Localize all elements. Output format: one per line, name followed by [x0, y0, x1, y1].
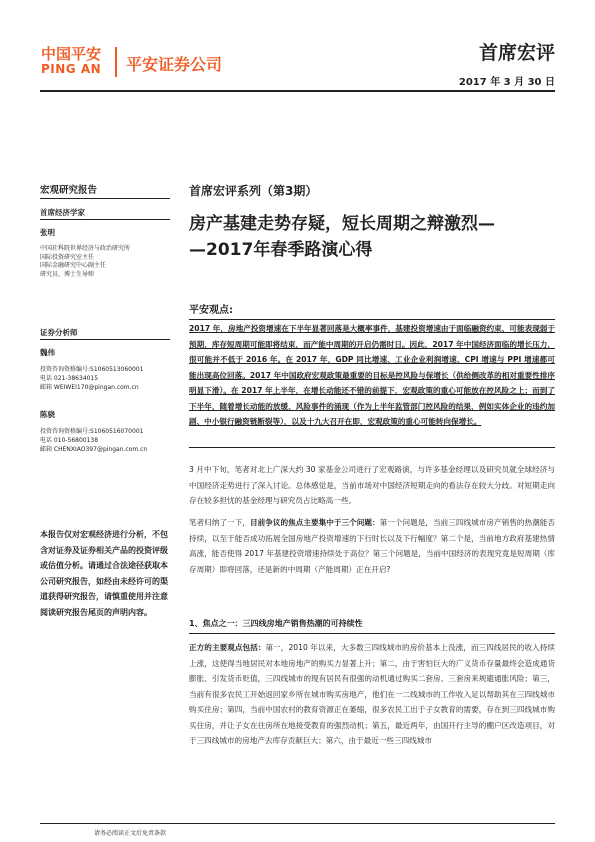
analyst-license: 投资咨询资格编号:S1060513060001	[40, 366, 144, 373]
footer-rule	[40, 823, 555, 824]
summary-sentence: 在 2017 年上半年，在增长动能还不错的前提下，宏观政策的重心可能放在控风险之上；而到了下半年，随着增长动能的放缓、风险事件的涌现（作为上半年监管部门控风险的结果，例如实体企业的违约加剧、中小银行融资链断裂等），以及十九大召开在即，宏观政策的重心可能转向保增长。	[189, 386, 555, 426]
report-type: 首席宏评	[478, 42, 555, 64]
summary-rule	[189, 447, 555, 448]
logo-chinese: 中国平安	[41, 45, 102, 63]
chief-title: 国际投资研究室主任	[40, 253, 95, 261]
analyst-email[interactable]: 邮箱 WEIWEI170@pingan.com.cn	[40, 384, 139, 391]
company-name: 平安证券公司	[126, 55, 223, 74]
chief-title: 研究员、博士生导师	[40, 270, 95, 278]
section-text: 第一，2010 年以来，大多数三四线城市的房价基本上没涨，而三四线居民的收入持续上涨，这使得当地居民对本地房地产的购买力显著上升；第二，由于害怕巨大的广义货币存量最终会造成通货膨胀、引发货币贬值，三四线城市的现有居民有很强的动机通过购买二套房、三套房来规避通胀风险；第三，当前有很多农民工开始返回家乡所在城市购买房地产，他们在一二线城市的工作收入足以帮助其在三四线城市购买住房；第四，当前中国农村的教育资源正在萎缩，很多农民工出于子女教育的需要，存在到三四线城市购买住房，并让子女在住房所在地接受教育的强烈动机；第五，最近两年，由国开行主导的棚户区改造项目，对于三四线城市的房地产去库存贡献巨大；第六，由于最近一些三四线城市	[189, 643, 555, 745]
logo-divider	[115, 47, 117, 77]
chief-name: 张明	[40, 228, 55, 237]
body-paragraph	[189, 640, 555, 749]
report-date: 2017 年 3 月 30 日	[458, 77, 555, 88]
report-title	[189, 211, 495, 263]
focus-intro: 笔者归纳了一下，	[189, 518, 251, 527]
analysts-heading: 证券分析师	[40, 328, 78, 337]
summary-sentence: 2017 年，房地产投资增速在下半年显著回落是大概率事件，基建投资增速由于面临融资约束、可能表现弱于预期，库存短周期可能即将结束，而产能中周期的开启仍需时日。因此，2017 年中国经济面临的增长压力，很可能并不低于 2016 年。	[189, 324, 555, 364]
series-label: 首席宏评系列（第3期）	[189, 184, 318, 198]
title-line: 房产基建走势存疑，短长周期之辩激烈—	[189, 214, 495, 234]
focus-rest: 第一个问题是，当前三四线城市房产销售的热潮能否持续，以至于能否成功拓展全国房地产投资增速的下行时长以及下行幅度？第二个是，当前地方政府基建热情高涨，能否使得 2017 年基建投资增速持续处于高位？第三个问题是，当前中国经济的表现究竟是短周期（库存周期）即将回落，还是新的中周期（产能周期）正在开启?	[189, 518, 556, 574]
body-paragraph: 3 月中下旬，笔者对北上广深大约 30 家基金公司进行了宏观路演，与许多基金经理以及研究员就全球经济与中国经济走势进行了深入讨论。总体感觉是，当前市场对中国经济短期走向的看法存在较大分歧。对短期走向存在较多担忧的基金经理与研究员占比略高一些。	[189, 465, 555, 505]
chief-title: 中国社科院世界经济与政治研究所	[40, 245, 131, 252]
chief-heading: 首席经济学家	[40, 208, 85, 217]
sidebar-disclaimer: 本报告仅对宏观经济进行分析，不包含对证券及证券相关产品的投资评级或估值分析。请通过合法途径获取本公司研究报告，如经由未经许可的渠道获得研究报告，请慎重使用并注意阅读研究报告尾页的声明内容。	[40, 530, 168, 617]
header-rule	[40, 90, 555, 92]
analyst-phone: 电话 010-56800138	[40, 437, 99, 444]
analyst-phone: 电话 021-38634015	[40, 375, 99, 382]
analyst-name: 魏伟	[40, 348, 55, 357]
analyst-license: 投资咨询资格编号:S1060516070001	[40, 428, 144, 435]
chief-title: 国际金融研究中心副主任	[40, 262, 107, 269]
view-rule	[189, 319, 555, 320]
logo-english: PING AN	[41, 62, 102, 76]
analyst-email[interactable]: 邮箱 CHENXIAO397@pingan.com.cn	[40, 446, 148, 453]
summary-block	[189, 321, 555, 430]
sidebar-rule	[40, 198, 170, 199]
view-heading: 平安观点:	[189, 305, 233, 316]
section-heading: 1、焦点之一：三四线房地产销售热潮的可持续性	[189, 619, 363, 628]
title-line: —2017年春季路演心得	[189, 240, 373, 260]
summary-sentence: 在 2017 年，GDP 同比增速、工业企业利润增速、CPI 增速与 PPI 增速都可能出现高位回落。2017 年中国政府宏观政策最重要的目标是控风险与保增长（供给侧改革的相对重要性排序明显下滑）。	[189, 355, 555, 395]
footer-note: 请务必阅读正文后免责条款	[94, 830, 167, 837]
sidebar-report-label: 宏观研究报告	[40, 185, 98, 196]
analyst-name: 陈骁	[40, 410, 55, 419]
sidebar-rule	[40, 339, 170, 340]
section-rule	[189, 633, 555, 634]
focus-bold: 目前争议的焦点主要集中于三个问题：	[250, 518, 380, 527]
body-paragraph	[189, 515, 555, 577]
sidebar-rule	[40, 219, 170, 220]
section-lead: 正方的主要观点包括：	[189, 643, 266, 652]
